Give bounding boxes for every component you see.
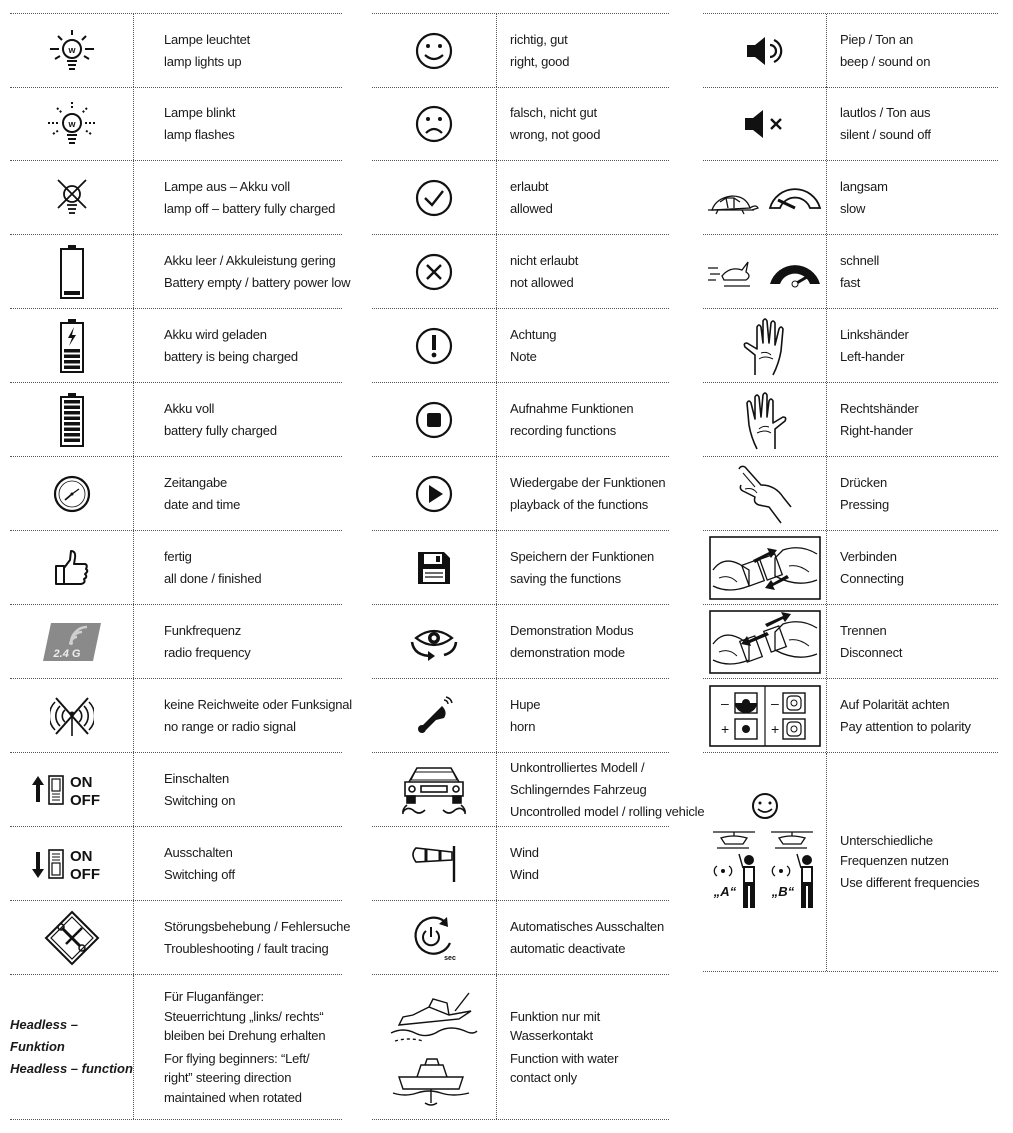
label-en: Connecting [840,570,904,586]
clock-icon [52,474,92,514]
polarity-minus-left: – [720,694,729,711]
label-de: Aufnahme Funktionen [510,400,634,416]
legend-row [372,309,669,383]
legend-row [372,531,669,605]
switch-off-label: OFF [69,791,100,808]
label-en: radio frequency [164,644,251,660]
smiley-sad-icon [414,104,454,144]
label-en: Note [510,348,537,364]
label-en: automatic deactivate [510,940,626,956]
label-de: langsam [840,178,888,194]
legend-row [10,161,342,235]
radio-frequency-icon [41,621,103,663]
polarity-icon [709,685,821,747]
left-hand-icon [741,315,789,377]
headless-line: maintained when rotated [164,1089,302,1105]
label-line: Unkontrolliertes Modell / [510,759,645,775]
save-icon [416,550,452,586]
switch-on-label: ON [69,847,92,865]
label-de: falsch, nicht gut [510,104,597,120]
label-de: Achtung [510,326,557,342]
x-circle-icon [414,252,454,292]
label-de: Ausschalten [164,844,233,860]
demo-mode-icon [408,622,460,662]
thumbs-up-icon [54,548,90,588]
right-hand-icon [741,389,789,451]
label-en: not allowed [510,274,574,290]
legend-row [372,827,669,901]
legend-row [703,531,998,605]
label-de: Demonstration Modus [510,622,634,638]
label-de: Akku voll [164,400,215,416]
polarity-plus-left: + [720,720,729,737]
label-de: Akku leer / Akkuleistung gering [164,252,336,268]
legend-row [372,383,669,457]
legend-row [703,13,998,88]
legend-row [703,457,998,531]
legend-row [10,235,351,309]
label-de: Lampe blinkt [164,104,236,120]
switch-off-label: OFF [69,865,100,882]
label-en: allowed [510,200,553,216]
label-line: Unterschiedliche [840,833,933,849]
label-en: playback of the functions [510,496,649,512]
frequency-label-a: „A“ [713,884,736,899]
label-de: Lampe leuchtet [164,31,251,47]
legend-row [372,457,669,531]
record-icon [414,400,454,440]
switch-on-icon [30,772,114,808]
legend-row [372,87,669,161]
label-en: silent / sound off [840,126,931,142]
label-line: Frequenzen nutzen [840,852,949,868]
label-de: Zeitangabe [164,474,228,490]
beep-off-icon [743,108,787,140]
smiley-happy-icon [414,31,454,71]
label-de: Wind [510,844,539,860]
label-line: Function with water [510,1050,619,1066]
seconds-label: sec [444,954,456,962]
label-de: Lampe aus – Akku voll [164,178,290,194]
label-de: Speichern der Funktionen [510,548,655,564]
troubleshooting-icon [44,910,100,966]
label-de: Piep / Ton an [840,31,914,47]
frequency-label-b: „B“ [771,884,794,899]
label-en: lamp off – battery fully charged [164,200,336,216]
label-en: Left-hander [840,348,905,364]
label-en: lamp flashes [164,126,235,142]
beep-on-icon [745,35,785,67]
play-icon [414,474,454,514]
legend-row [10,531,342,605]
different-frequencies-icon [709,792,821,932]
label-en: horn [510,718,536,734]
column-1 [10,0,352,1133]
column-2 [372,0,705,1133]
label-de: Funkfrequenz [164,622,242,638]
label-de: Wiedergabe der Funktionen [510,474,666,490]
headless-line: right” steering direction [164,1070,292,1085]
label-de: Rechtshänder [840,400,919,416]
label-de: nicht erlaubt [510,252,579,268]
label-line: Use different frequencies [840,875,980,891]
check-circle-icon [414,178,454,218]
label-en: demonstration mode [510,644,625,660]
frequencies-row [703,753,998,972]
label-de: Hupe [510,696,541,712]
legend-row [703,679,998,753]
headless-line: Steuerrichtung „links/ rechts“ [164,1008,324,1024]
headless-row [10,975,342,1120]
headless-line: For flying beginners: “Left/ [164,1050,310,1066]
switch-on-label: ON [69,773,92,791]
label-de: fertig [164,548,192,564]
label-en: fast [840,274,861,290]
legend-row [10,87,342,161]
press-icon [735,463,795,525]
label-de: keine Reichweite oder Funksignal [164,696,352,712]
label-de: Auf Polarität achten [840,696,950,712]
slow-icon [706,176,824,220]
label-de: Störungsbehebung / Fehlersuche [164,918,351,934]
legend-row [372,13,669,88]
lamp-on-icon [47,28,97,74]
label-en: Switching off [164,866,235,882]
label-en: Pressing [840,496,889,512]
legend-row [703,383,998,457]
battery-empty-icon [59,244,85,300]
svg-text:w: w [67,118,76,129]
label-en: Disconnect [840,644,903,660]
lamp-flash-icon [46,101,98,147]
headless-label-en: Headless – function [10,1061,133,1076]
exclamation-icon [414,326,454,366]
label-de: Akku wird geladen [164,326,267,342]
label-line: Uncontrolled model / rolling vehicle [510,803,705,819]
headless-line: bleiben bei Drehung erhalten [164,1028,326,1043]
label-line: Wasserkontakt [510,1028,593,1043]
label-de: Einschalten [164,770,230,786]
label-de: Automatisches Ausschalten [510,918,664,934]
headless-label-de: Headless – Funktion [10,1017,78,1054]
boat-water-icon [389,985,479,1109]
polarity-plus-right: + [770,720,779,737]
legend-row [10,753,342,827]
legend-row [703,309,998,383]
uncontrolled-car-icon [399,762,469,818]
label-line: Funktion nur mit [510,1008,601,1024]
boat-row [372,975,669,1120]
switch-off-icon [30,846,114,882]
label-en: wrong, not good [510,126,601,142]
label-en: recording functions [510,422,617,438]
legend-row [372,605,669,679]
label-en: date and time [164,496,241,512]
legend-row [10,13,342,88]
label-en: lamp lights up [164,53,242,69]
label-de: Linkshänder [840,326,909,342]
label-de: schnell [840,252,880,268]
label-de: lautlos / Ton aus [840,104,931,120]
polarity-minus-right: – [770,694,779,711]
column-3 [703,0,998,1133]
label-en: Wind [510,866,539,882]
legend-row [10,605,342,679]
legend-row [372,235,669,309]
label-de: richtig, gut [510,31,568,47]
frequency-badge: 2.4 G [53,647,80,660]
label-en: all done / finished [164,570,262,586]
label-en: no range or radio signal [164,718,296,734]
disconnect-icon [709,610,821,674]
legend-row [10,457,342,531]
label-en: right, good [510,53,570,69]
no-signal-icon [50,694,94,738]
legend-row [703,161,998,235]
label-en: saving the functions [510,570,621,586]
label-de: Drücken [840,474,888,490]
label-en: slow [840,200,866,216]
legend-row [372,901,669,975]
auto-off-icon [410,913,458,963]
legend-row [703,235,998,309]
battery-full-icon [59,392,85,448]
label-de: Verbinden [840,548,897,564]
label-de: Trennen [840,622,887,638]
label-en: beep / sound on [840,53,931,69]
headless-line: Für Fluganfänger: [164,989,264,1004]
legend-row [10,901,351,975]
label-en: Troubleshooting / fault tracing [164,940,329,956]
horn-icon [414,696,454,736]
connect-icon [709,536,821,600]
label-en: Switching on [164,792,236,808]
legend-row [703,605,998,679]
label-en: Battery empty / battery power low [164,274,351,290]
legend-row [10,827,342,901]
fast-icon [706,250,824,294]
label-line: Schlingerndes Fahrzeug [510,781,647,797]
lamp-off-icon [55,177,89,219]
label-en: battery is being charged [164,348,298,364]
legend-row [372,679,669,753]
legend-row [10,383,342,457]
label-line: contact only [510,1070,577,1085]
legend-row [703,87,998,161]
svg-text:w: w [67,44,76,55]
legend-row [10,679,352,753]
legend-row [372,753,705,827]
label-en: Right-hander [840,422,913,438]
label-en: battery fully charged [164,422,277,438]
legend-row [10,309,342,383]
legend-row [372,161,669,235]
windsock-icon [406,844,462,884]
label-en: Pay attention to polarity [840,718,971,734]
battery-charging-icon [59,318,85,374]
label-de: erlaubt [510,178,549,194]
